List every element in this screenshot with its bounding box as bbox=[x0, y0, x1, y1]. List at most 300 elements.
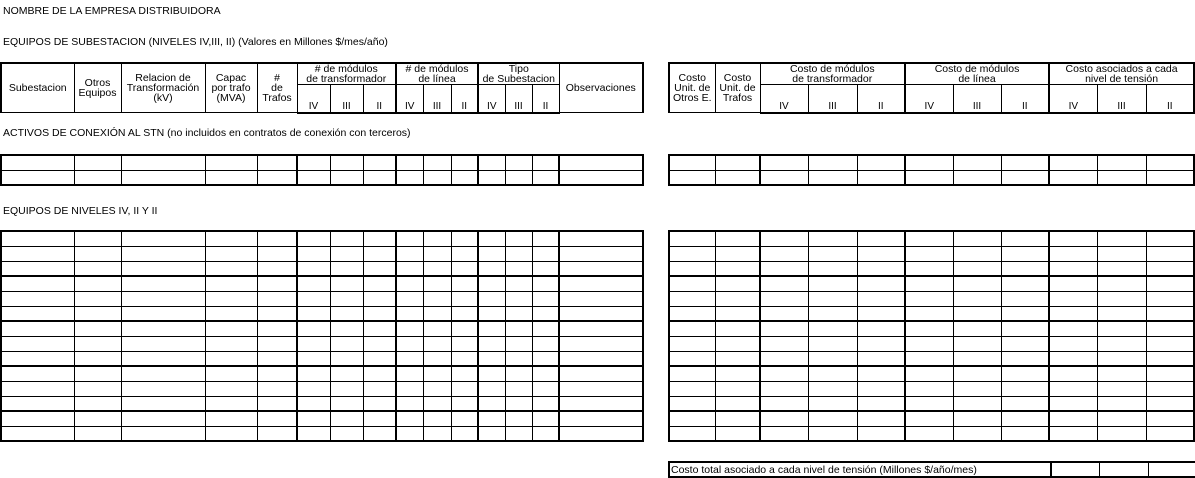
grid-cell[interactable] bbox=[669, 170, 715, 185]
grid-cell[interactable] bbox=[953, 351, 1001, 366]
grid-cell[interactable] bbox=[74, 351, 121, 366]
grid-cell[interactable] bbox=[669, 261, 715, 276]
grid-cell[interactable] bbox=[451, 170, 478, 185]
grid-cell[interactable] bbox=[559, 426, 643, 441]
grid-cell[interactable] bbox=[74, 306, 121, 321]
grid-cell[interactable] bbox=[74, 336, 121, 351]
grid-cell[interactable] bbox=[478, 231, 505, 246]
grid-cell[interactable] bbox=[1049, 381, 1097, 396]
grid-cell[interactable] bbox=[1146, 381, 1194, 396]
grid-cell[interactable] bbox=[1146, 351, 1194, 366]
grid-cell[interactable] bbox=[505, 155, 532, 170]
grid-cell[interactable] bbox=[715, 426, 760, 441]
grid-cell[interactable] bbox=[396, 381, 423, 396]
grid-cell[interactable] bbox=[905, 426, 953, 441]
grid-cell[interactable] bbox=[330, 276, 363, 291]
grid-cell[interactable] bbox=[363, 321, 396, 336]
grid-cell[interactable] bbox=[1097, 276, 1146, 291]
grid-cell[interactable] bbox=[953, 321, 1001, 336]
grid-cell[interactable] bbox=[297, 321, 330, 336]
grid-cell[interactable] bbox=[451, 291, 478, 306]
grid-cell[interactable] bbox=[121, 261, 205, 276]
grid-cell[interactable] bbox=[953, 261, 1001, 276]
grid-cell[interactable] bbox=[1097, 351, 1146, 366]
grid-cell[interactable] bbox=[74, 246, 121, 261]
grid-cell[interactable] bbox=[423, 411, 451, 426]
grid-cell[interactable] bbox=[953, 396, 1001, 411]
grid-cell[interactable] bbox=[74, 321, 121, 336]
grid-cell[interactable] bbox=[423, 306, 451, 321]
grid-cell[interactable] bbox=[423, 396, 451, 411]
grid-cell[interactable] bbox=[205, 321, 257, 336]
grid-cell[interactable] bbox=[1001, 291, 1049, 306]
grid-cell[interactable] bbox=[297, 381, 330, 396]
grid-cell[interactable] bbox=[532, 276, 559, 291]
grid-cell[interactable] bbox=[808, 366, 857, 381]
grid-cell[interactable] bbox=[1146, 231, 1194, 246]
grid-cell[interactable] bbox=[396, 306, 423, 321]
grid-cell[interactable] bbox=[330, 155, 363, 170]
grid-cell[interactable] bbox=[205, 366, 257, 381]
grid-cell[interactable] bbox=[669, 321, 715, 336]
grid-cell[interactable] bbox=[396, 351, 423, 366]
grid-cell[interactable] bbox=[330, 426, 363, 441]
grid-cell[interactable] bbox=[532, 231, 559, 246]
grid-cell[interactable] bbox=[715, 170, 760, 185]
grid-cell[interactable] bbox=[715, 231, 760, 246]
grid-cell[interactable] bbox=[205, 155, 257, 170]
grid-cell[interactable] bbox=[808, 381, 857, 396]
grid-cell[interactable] bbox=[1146, 291, 1194, 306]
grid-cell[interactable] bbox=[1097, 291, 1146, 306]
grid-cell[interactable] bbox=[715, 396, 760, 411]
grid-cell[interactable] bbox=[121, 231, 205, 246]
grid-cell[interactable] bbox=[505, 170, 532, 185]
grid-cell[interactable] bbox=[857, 276, 905, 291]
grid-cell[interactable] bbox=[423, 170, 451, 185]
grid-cell[interactable] bbox=[396, 246, 423, 261]
grid-cell[interactable] bbox=[505, 366, 532, 381]
grid-cell[interactable] bbox=[330, 411, 363, 426]
grid-cell[interactable] bbox=[297, 155, 330, 170]
grid-cell[interactable] bbox=[905, 231, 953, 246]
grid-cell[interactable] bbox=[715, 411, 760, 426]
grid-cell[interactable] bbox=[953, 381, 1001, 396]
grid-cell[interactable] bbox=[532, 351, 559, 366]
grid-cell[interactable] bbox=[1049, 366, 1097, 381]
grid-cell[interactable] bbox=[905, 155, 953, 170]
grid-cell[interactable] bbox=[1001, 396, 1049, 411]
grid-cell[interactable] bbox=[121, 396, 205, 411]
total-cell-iv[interactable] bbox=[1051, 462, 1099, 477]
grid-cell[interactable] bbox=[257, 306, 297, 321]
grid-cell[interactable] bbox=[330, 321, 363, 336]
grid-cell[interactable] bbox=[953, 306, 1001, 321]
grid-cell[interactable] bbox=[1, 411, 74, 426]
grid-cell[interactable] bbox=[297, 351, 330, 366]
grid-cell[interactable] bbox=[953, 246, 1001, 261]
grid-cell[interactable] bbox=[121, 336, 205, 351]
grid-cell[interactable] bbox=[330, 306, 363, 321]
grid-cell[interactable] bbox=[1049, 351, 1097, 366]
grid-cell[interactable] bbox=[1049, 411, 1097, 426]
grid-cell[interactable] bbox=[808, 321, 857, 336]
grid-cell[interactable] bbox=[451, 246, 478, 261]
grid-cell[interactable] bbox=[1146, 276, 1194, 291]
grid-cell[interactable] bbox=[1049, 336, 1097, 351]
grid-cell[interactable] bbox=[74, 261, 121, 276]
grid-cell[interactable] bbox=[715, 321, 760, 336]
grid-cell[interactable] bbox=[423, 276, 451, 291]
grid-cell[interactable] bbox=[1097, 321, 1146, 336]
grid-cell[interactable] bbox=[205, 231, 257, 246]
grid-cell[interactable] bbox=[121, 155, 205, 170]
total-cell-ii[interactable] bbox=[1148, 462, 1195, 477]
grid-cell[interactable] bbox=[74, 411, 121, 426]
grid-cell[interactable] bbox=[905, 291, 953, 306]
grid-cell[interactable] bbox=[857, 426, 905, 441]
grid-cell[interactable] bbox=[559, 276, 643, 291]
grid-cell[interactable] bbox=[905, 411, 953, 426]
grid-cell[interactable] bbox=[205, 306, 257, 321]
grid-cell[interactable] bbox=[559, 261, 643, 276]
grid-cell[interactable] bbox=[297, 261, 330, 276]
grid-cell[interactable] bbox=[505, 261, 532, 276]
grid-cell[interactable] bbox=[396, 321, 423, 336]
grid-cell[interactable] bbox=[905, 321, 953, 336]
grid-cell[interactable] bbox=[808, 170, 857, 185]
grid-cell[interactable] bbox=[953, 366, 1001, 381]
grid-cell[interactable] bbox=[1097, 411, 1146, 426]
grid-cell[interactable] bbox=[1001, 276, 1049, 291]
grid-cell[interactable] bbox=[857, 306, 905, 321]
grid-cell[interactable] bbox=[257, 396, 297, 411]
grid-cell[interactable] bbox=[1097, 426, 1146, 441]
grid-cell[interactable] bbox=[760, 291, 808, 306]
grid-cell[interactable] bbox=[1097, 396, 1146, 411]
grid-cell[interactable] bbox=[905, 336, 953, 351]
grid-cell[interactable] bbox=[905, 261, 953, 276]
grid-cell[interactable] bbox=[205, 170, 257, 185]
grid-cell[interactable] bbox=[330, 170, 363, 185]
grid-cell[interactable] bbox=[1049, 291, 1097, 306]
grid-cell[interactable] bbox=[74, 155, 121, 170]
grid-cell[interactable] bbox=[857, 261, 905, 276]
grid-cell[interactable] bbox=[505, 411, 532, 426]
grid-cell[interactable] bbox=[1, 351, 74, 366]
grid-cell[interactable] bbox=[1097, 155, 1146, 170]
grid-cell[interactable] bbox=[363, 246, 396, 261]
grid-cell[interactable] bbox=[205, 246, 257, 261]
grid-cell[interactable] bbox=[363, 306, 396, 321]
grid-cell[interactable] bbox=[559, 291, 643, 306]
grid-cell[interactable] bbox=[1146, 321, 1194, 336]
grid-cell[interactable] bbox=[451, 426, 478, 441]
grid-cell[interactable] bbox=[532, 366, 559, 381]
grid-cell[interactable] bbox=[363, 336, 396, 351]
grid-cell[interactable] bbox=[1049, 321, 1097, 336]
grid-cell[interactable] bbox=[1049, 306, 1097, 321]
grid-cell[interactable] bbox=[669, 306, 715, 321]
grid-cell[interactable] bbox=[396, 411, 423, 426]
grid-cell[interactable] bbox=[669, 276, 715, 291]
grid-cell[interactable] bbox=[1049, 170, 1097, 185]
grid-cell[interactable] bbox=[396, 155, 423, 170]
grid-cell[interactable] bbox=[953, 291, 1001, 306]
grid-cell[interactable] bbox=[1001, 411, 1049, 426]
grid-cell[interactable] bbox=[505, 396, 532, 411]
grid-cell[interactable] bbox=[808, 155, 857, 170]
grid-cell[interactable] bbox=[1, 231, 74, 246]
grid-cell[interactable] bbox=[396, 231, 423, 246]
grid-cell[interactable] bbox=[857, 336, 905, 351]
grid-cell[interactable] bbox=[257, 381, 297, 396]
grid-cell[interactable] bbox=[478, 366, 505, 381]
grid-cell[interactable] bbox=[669, 231, 715, 246]
grid-cell[interactable] bbox=[257, 246, 297, 261]
grid-cell[interactable] bbox=[857, 246, 905, 261]
grid-cell[interactable] bbox=[478, 381, 505, 396]
grid-cell[interactable] bbox=[857, 170, 905, 185]
grid-cell[interactable] bbox=[1001, 306, 1049, 321]
grid-cell[interactable] bbox=[478, 336, 505, 351]
grid-cell[interactable] bbox=[715, 246, 760, 261]
grid-cell[interactable] bbox=[953, 170, 1001, 185]
grid-cell[interactable] bbox=[505, 381, 532, 396]
grid-cell[interactable] bbox=[451, 276, 478, 291]
grid-cell[interactable] bbox=[330, 261, 363, 276]
grid-cell[interactable] bbox=[532, 411, 559, 426]
grid-cell[interactable] bbox=[423, 426, 451, 441]
grid-cell[interactable] bbox=[808, 246, 857, 261]
grid-cell[interactable] bbox=[451, 155, 478, 170]
grid-cell[interactable] bbox=[857, 381, 905, 396]
grid-cell[interactable] bbox=[1, 381, 74, 396]
grid-cell[interactable] bbox=[478, 276, 505, 291]
grid-cell[interactable] bbox=[808, 426, 857, 441]
grid-cell[interactable] bbox=[257, 291, 297, 306]
grid-cell[interactable] bbox=[953, 426, 1001, 441]
grid-cell[interactable] bbox=[1001, 246, 1049, 261]
grid-cell[interactable] bbox=[1001, 261, 1049, 276]
grid-cell[interactable] bbox=[559, 351, 643, 366]
grid-cell[interactable] bbox=[1049, 261, 1097, 276]
grid-cell[interactable] bbox=[715, 261, 760, 276]
grid-cell[interactable] bbox=[121, 306, 205, 321]
grid-cell[interactable] bbox=[1097, 231, 1146, 246]
grid-cell[interactable] bbox=[1, 276, 74, 291]
grid-cell[interactable] bbox=[1001, 170, 1049, 185]
grid-cell[interactable] bbox=[1049, 276, 1097, 291]
grid-cell[interactable] bbox=[297, 426, 330, 441]
grid-cell[interactable] bbox=[505, 246, 532, 261]
grid-cell[interactable] bbox=[715, 381, 760, 396]
grid-cell[interactable] bbox=[478, 351, 505, 366]
grid-cell[interactable] bbox=[423, 336, 451, 351]
grid-cell[interactable] bbox=[1049, 246, 1097, 261]
grid-cell[interactable] bbox=[205, 396, 257, 411]
grid-cell[interactable] bbox=[559, 231, 643, 246]
grid-cell[interactable] bbox=[760, 246, 808, 261]
grid-cell[interactable] bbox=[760, 411, 808, 426]
grid-cell[interactable] bbox=[451, 336, 478, 351]
grid-cell[interactable] bbox=[1097, 261, 1146, 276]
grid-cell[interactable] bbox=[808, 291, 857, 306]
grid-cell[interactable] bbox=[1146, 261, 1194, 276]
grid-cell[interactable] bbox=[1, 291, 74, 306]
grid-cell[interactable] bbox=[478, 246, 505, 261]
grid-cell[interactable] bbox=[396, 291, 423, 306]
grid-cell[interactable] bbox=[1146, 396, 1194, 411]
grid-cell[interactable] bbox=[478, 291, 505, 306]
grid-cell[interactable] bbox=[505, 291, 532, 306]
grid-cell[interactable] bbox=[363, 426, 396, 441]
grid-cell[interactable] bbox=[1001, 231, 1049, 246]
grid-cell[interactable] bbox=[1097, 381, 1146, 396]
grid-cell[interactable] bbox=[478, 155, 505, 170]
grid-cell[interactable] bbox=[297, 276, 330, 291]
grid-cell[interactable] bbox=[363, 396, 396, 411]
grid-cell[interactable] bbox=[669, 336, 715, 351]
grid-cell[interactable] bbox=[257, 170, 297, 185]
grid-cell[interactable] bbox=[532, 321, 559, 336]
grid-cell[interactable] bbox=[451, 321, 478, 336]
grid-cell[interactable] bbox=[121, 381, 205, 396]
grid-cell[interactable] bbox=[1, 155, 74, 170]
grid-cell[interactable] bbox=[559, 396, 643, 411]
grid-cell[interactable] bbox=[363, 261, 396, 276]
grid-cell[interactable] bbox=[905, 306, 953, 321]
grid-cell[interactable] bbox=[363, 291, 396, 306]
grid-cell[interactable] bbox=[669, 411, 715, 426]
grid-cell[interactable] bbox=[423, 321, 451, 336]
grid-cell[interactable] bbox=[760, 351, 808, 366]
grid-cell[interactable] bbox=[808, 261, 857, 276]
grid-cell[interactable] bbox=[760, 366, 808, 381]
grid-cell[interactable] bbox=[857, 155, 905, 170]
grid-cell[interactable] bbox=[451, 261, 478, 276]
grid-cell[interactable] bbox=[330, 291, 363, 306]
grid-cell[interactable] bbox=[257, 426, 297, 441]
grid-cell[interactable] bbox=[363, 155, 396, 170]
grid-cell[interactable] bbox=[74, 381, 121, 396]
grid-cell[interactable] bbox=[423, 231, 451, 246]
grid-cell[interactable] bbox=[808, 336, 857, 351]
grid-cell[interactable] bbox=[669, 351, 715, 366]
grid-cell[interactable] bbox=[808, 231, 857, 246]
grid-cell[interactable] bbox=[1097, 170, 1146, 185]
grid-cell[interactable] bbox=[74, 291, 121, 306]
grid-cell[interactable] bbox=[74, 366, 121, 381]
grid-cell[interactable] bbox=[953, 276, 1001, 291]
grid-cell[interactable] bbox=[205, 426, 257, 441]
grid-cell[interactable] bbox=[121, 366, 205, 381]
grid-cell[interactable] bbox=[297, 366, 330, 381]
grid-cell[interactable] bbox=[1, 246, 74, 261]
grid-cell[interactable] bbox=[1146, 411, 1194, 426]
grid-cell[interactable] bbox=[478, 170, 505, 185]
grid-cell[interactable] bbox=[121, 276, 205, 291]
grid-cell[interactable] bbox=[74, 426, 121, 441]
grid-cell[interactable] bbox=[478, 426, 505, 441]
grid-cell[interactable] bbox=[363, 170, 396, 185]
grid-cell[interactable] bbox=[74, 396, 121, 411]
grid-cell[interactable] bbox=[1001, 351, 1049, 366]
grid-cell[interactable] bbox=[363, 276, 396, 291]
grid-cell[interactable] bbox=[559, 170, 643, 185]
grid-cell[interactable] bbox=[478, 411, 505, 426]
grid-cell[interactable] bbox=[451, 381, 478, 396]
grid-cell[interactable] bbox=[121, 411, 205, 426]
grid-cell[interactable] bbox=[297, 306, 330, 321]
grid-cell[interactable] bbox=[363, 411, 396, 426]
grid-cell[interactable] bbox=[760, 336, 808, 351]
grid-cell[interactable] bbox=[1146, 155, 1194, 170]
grid-cell[interactable] bbox=[478, 306, 505, 321]
grid-cell[interactable] bbox=[559, 155, 643, 170]
grid-cell[interactable] bbox=[396, 276, 423, 291]
grid-cell[interactable] bbox=[396, 426, 423, 441]
grid-cell[interactable] bbox=[121, 321, 205, 336]
grid-cell[interactable] bbox=[532, 170, 559, 185]
grid-cell[interactable] bbox=[1, 170, 74, 185]
grid-cell[interactable] bbox=[1097, 336, 1146, 351]
grid-cell[interactable] bbox=[451, 231, 478, 246]
grid-cell[interactable] bbox=[505, 231, 532, 246]
grid-cell[interactable] bbox=[953, 155, 1001, 170]
grid-cell[interactable] bbox=[451, 366, 478, 381]
grid-cell[interactable] bbox=[505, 336, 532, 351]
grid-cell[interactable] bbox=[451, 306, 478, 321]
grid-cell[interactable] bbox=[205, 381, 257, 396]
grid-cell[interactable] bbox=[330, 336, 363, 351]
grid-cell[interactable] bbox=[423, 155, 451, 170]
grid-cell[interactable] bbox=[953, 231, 1001, 246]
grid-cell[interactable] bbox=[1146, 426, 1194, 441]
grid-cell[interactable] bbox=[1001, 155, 1049, 170]
grid-cell[interactable] bbox=[396, 170, 423, 185]
grid-cell[interactable] bbox=[808, 276, 857, 291]
grid-cell[interactable] bbox=[257, 276, 297, 291]
grid-cell[interactable] bbox=[257, 321, 297, 336]
grid-cell[interactable] bbox=[205, 351, 257, 366]
grid-cell[interactable] bbox=[559, 321, 643, 336]
grid-cell[interactable] bbox=[808, 306, 857, 321]
grid-cell[interactable] bbox=[330, 396, 363, 411]
grid-cell[interactable] bbox=[297, 231, 330, 246]
grid-cell[interactable] bbox=[363, 366, 396, 381]
grid-cell[interactable] bbox=[808, 396, 857, 411]
grid-cell[interactable] bbox=[330, 246, 363, 261]
grid-cell[interactable] bbox=[532, 381, 559, 396]
grid-cell[interactable] bbox=[857, 231, 905, 246]
grid-cell[interactable] bbox=[121, 426, 205, 441]
grid-cell[interactable] bbox=[396, 366, 423, 381]
grid-cell[interactable] bbox=[1, 366, 74, 381]
grid-cell[interactable] bbox=[257, 366, 297, 381]
grid-cell[interactable] bbox=[559, 336, 643, 351]
grid-cell[interactable] bbox=[715, 336, 760, 351]
grid-cell[interactable] bbox=[297, 411, 330, 426]
grid-cell[interactable] bbox=[559, 366, 643, 381]
grid-cell[interactable] bbox=[297, 170, 330, 185]
grid-cell[interactable] bbox=[423, 246, 451, 261]
grid-cell[interactable] bbox=[1, 306, 74, 321]
grid-cell[interactable] bbox=[1097, 306, 1146, 321]
grid-cell[interactable] bbox=[74, 231, 121, 246]
grid-cell[interactable] bbox=[532, 261, 559, 276]
grid-cell[interactable] bbox=[532, 306, 559, 321]
